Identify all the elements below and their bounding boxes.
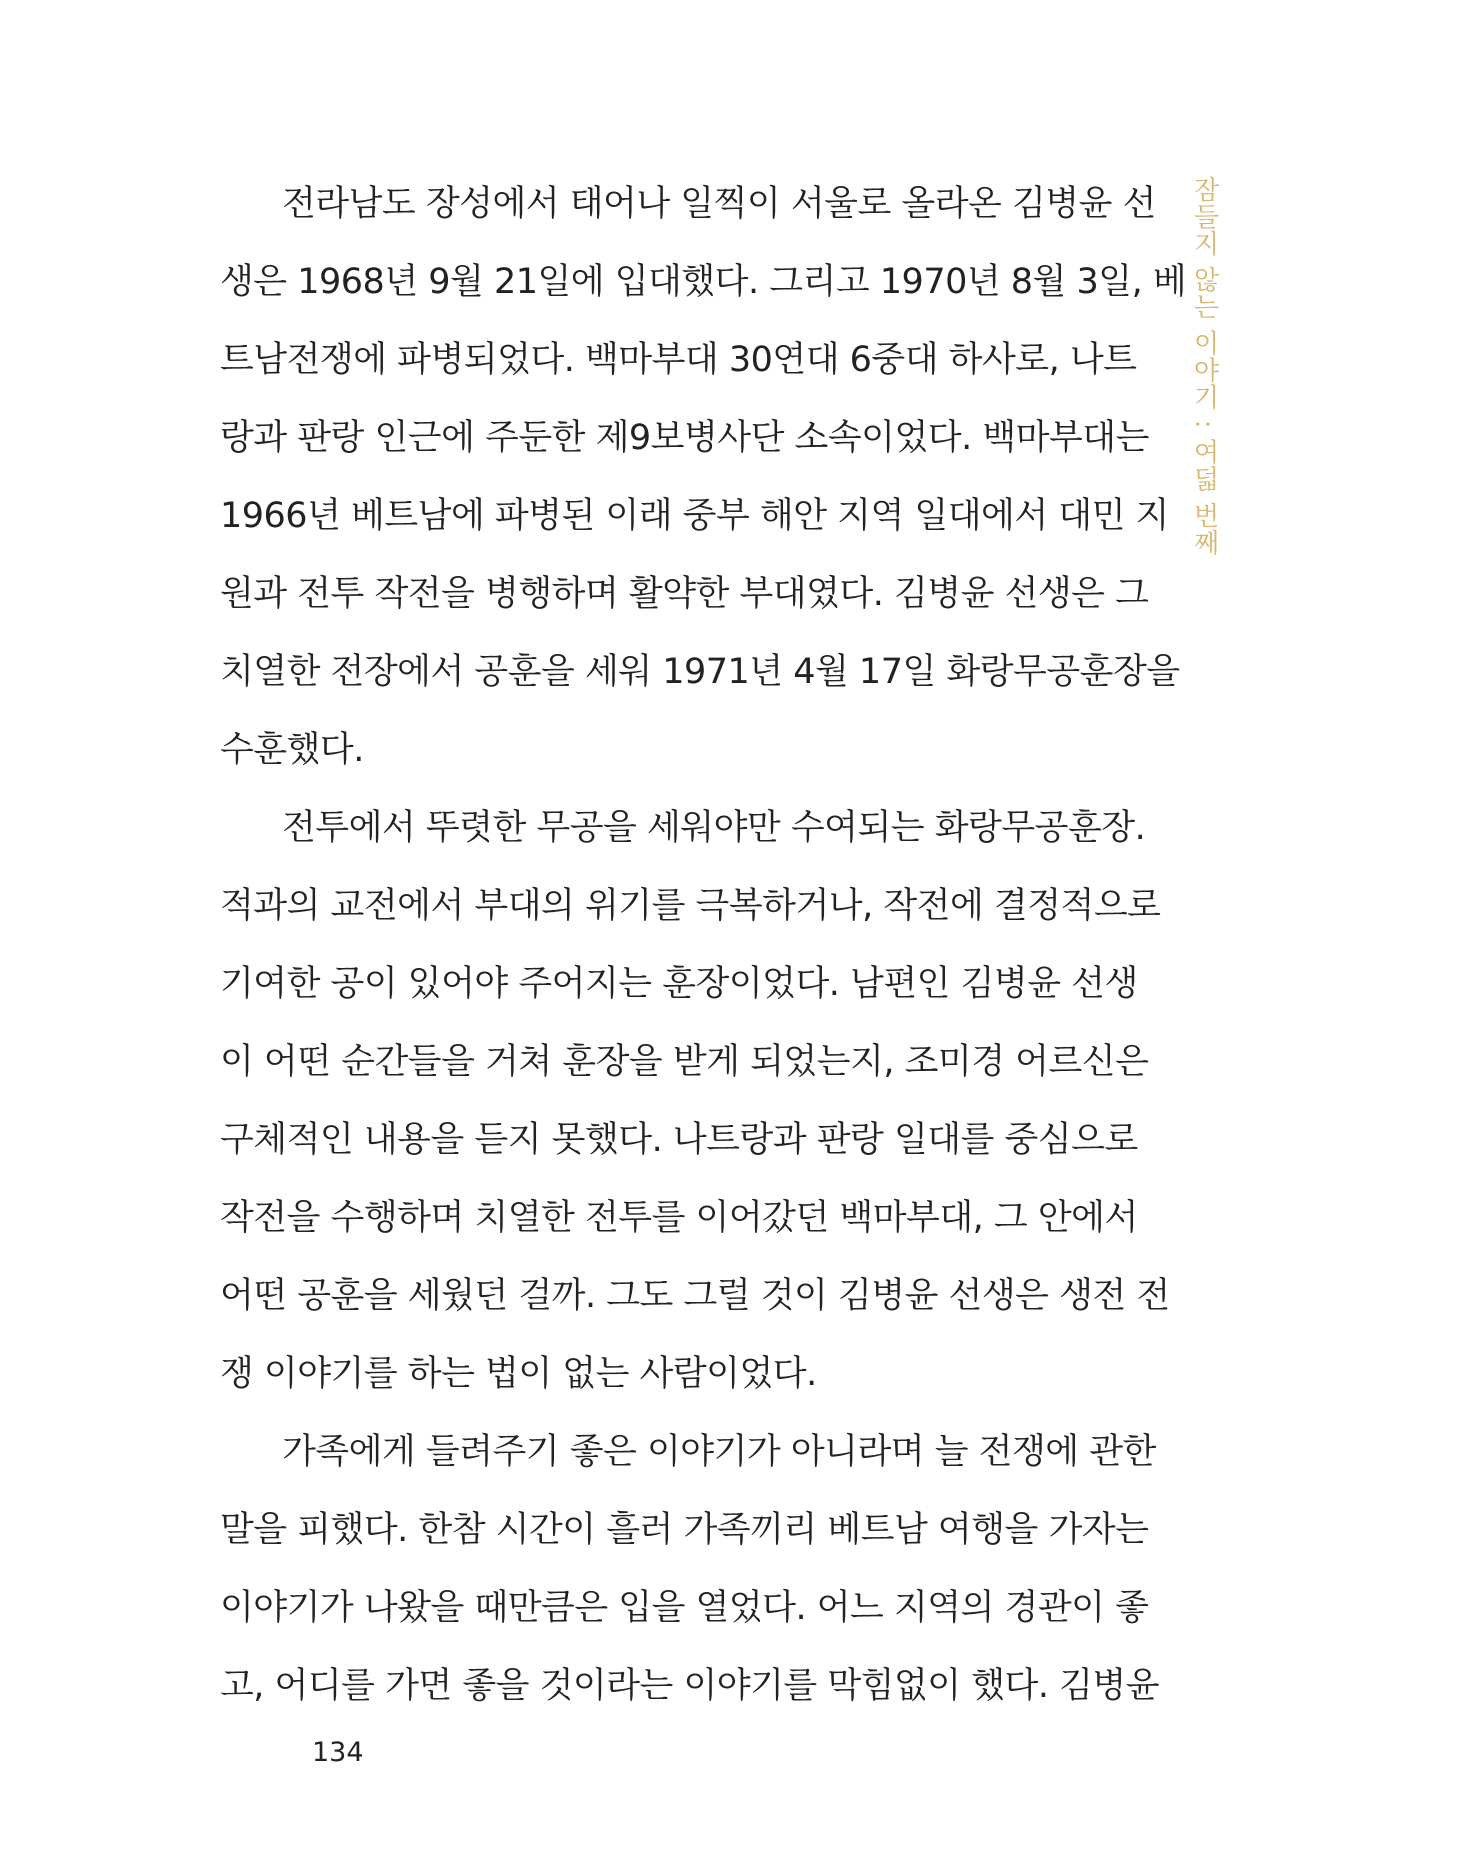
text-line: 기여한 공이 있어야 주어지는 훈장이었다. 남편인 김병윤 선생 (220, 964, 1138, 1004)
text-line: 가족에게 들려주기 좋은 이야기가 아니라며 늘 전쟁에 관한 (282, 1432, 1156, 1472)
text-line: 원과 전투 작전을 병행하며 활약한 부대였다. 김병윤 선생은 그 (220, 574, 1149, 614)
text-line: 1966년 베트남에 파병된 이래 중부 해안 지역 일대에서 대민 지 (220, 496, 1169, 536)
text-line: 수훈했다. (220, 730, 364, 770)
text-line: 적과의 교전에서 부대의 위기를 극복하거나, 작전에 결정적으로 (220, 886, 1161, 926)
page-number: 134 (312, 1737, 364, 1768)
text-line: 작전을 수행하며 치열한 전투를 이어갔던 백마부대, 그 안에서 (220, 1198, 1138, 1238)
paragraph-1 (220, 165, 1187, 789)
text-line: 전투에서 뚜렷한 무공을 세워야만 수여되는 화랑무공훈장. (282, 808, 1146, 848)
text-line: 말을 피했다. 한참 시간이 흘러 가족끼리 베트남 여행을 가자는 (220, 1510, 1149, 1550)
paragraph-2 (220, 789, 1170, 1413)
text-line: 쟁 이야기를 하는 법이 없는 사람이었다. (220, 1354, 817, 1394)
text-line: 구체적인 내용을 듣지 못했다. 나트랑과 판랑 일대를 중심으로 (220, 1120, 1138, 1160)
text-line: 랑과 판랑 인근에 주둔한 제9보병사단 소속이었다. 백마부대는 (220, 418, 1149, 458)
text-line: 이야기가 나왔을 때만큼은 입을 열었다. 어느 지역의 경관이 좋 (220, 1588, 1149, 1628)
text-line: 생은 1968년 9월 21일에 입대했다. 그리고 1970년 8월 3일, 베 (220, 262, 1187, 302)
text-line: 고, 어디를 가면 좋을 것이라는 이야기를 막힘없이 했다. 김병윤 (220, 1666, 1160, 1706)
text-line: 전라남도 장성에서 태어나 일찍이 서울로 올라온 김병윤 선 (282, 184, 1156, 224)
paragraph-3 (220, 1413, 1160, 1725)
text-line: 트남전쟁에 파병되었다. 백마부대 30연대 6중대 하사로, 나트 (220, 340, 1137, 380)
body-text (220, 165, 1187, 1725)
running-head: 잠들지 않는 이야기 : 여덟 번째 (1189, 176, 1219, 557)
text-line: 어떤 공훈을 세웠던 걸까. 그도 그럴 것이 김병윤 선생은 생전 전 (220, 1276, 1170, 1316)
text-line: 이 어떤 순간들을 거쳐 훈장을 받게 되었는지, 조미경 어르신은 (220, 1042, 1149, 1082)
text-line: 치열한 전장에서 공훈을 세워 1971년 4월 17일 화랑무공훈장을 (220, 652, 1180, 692)
